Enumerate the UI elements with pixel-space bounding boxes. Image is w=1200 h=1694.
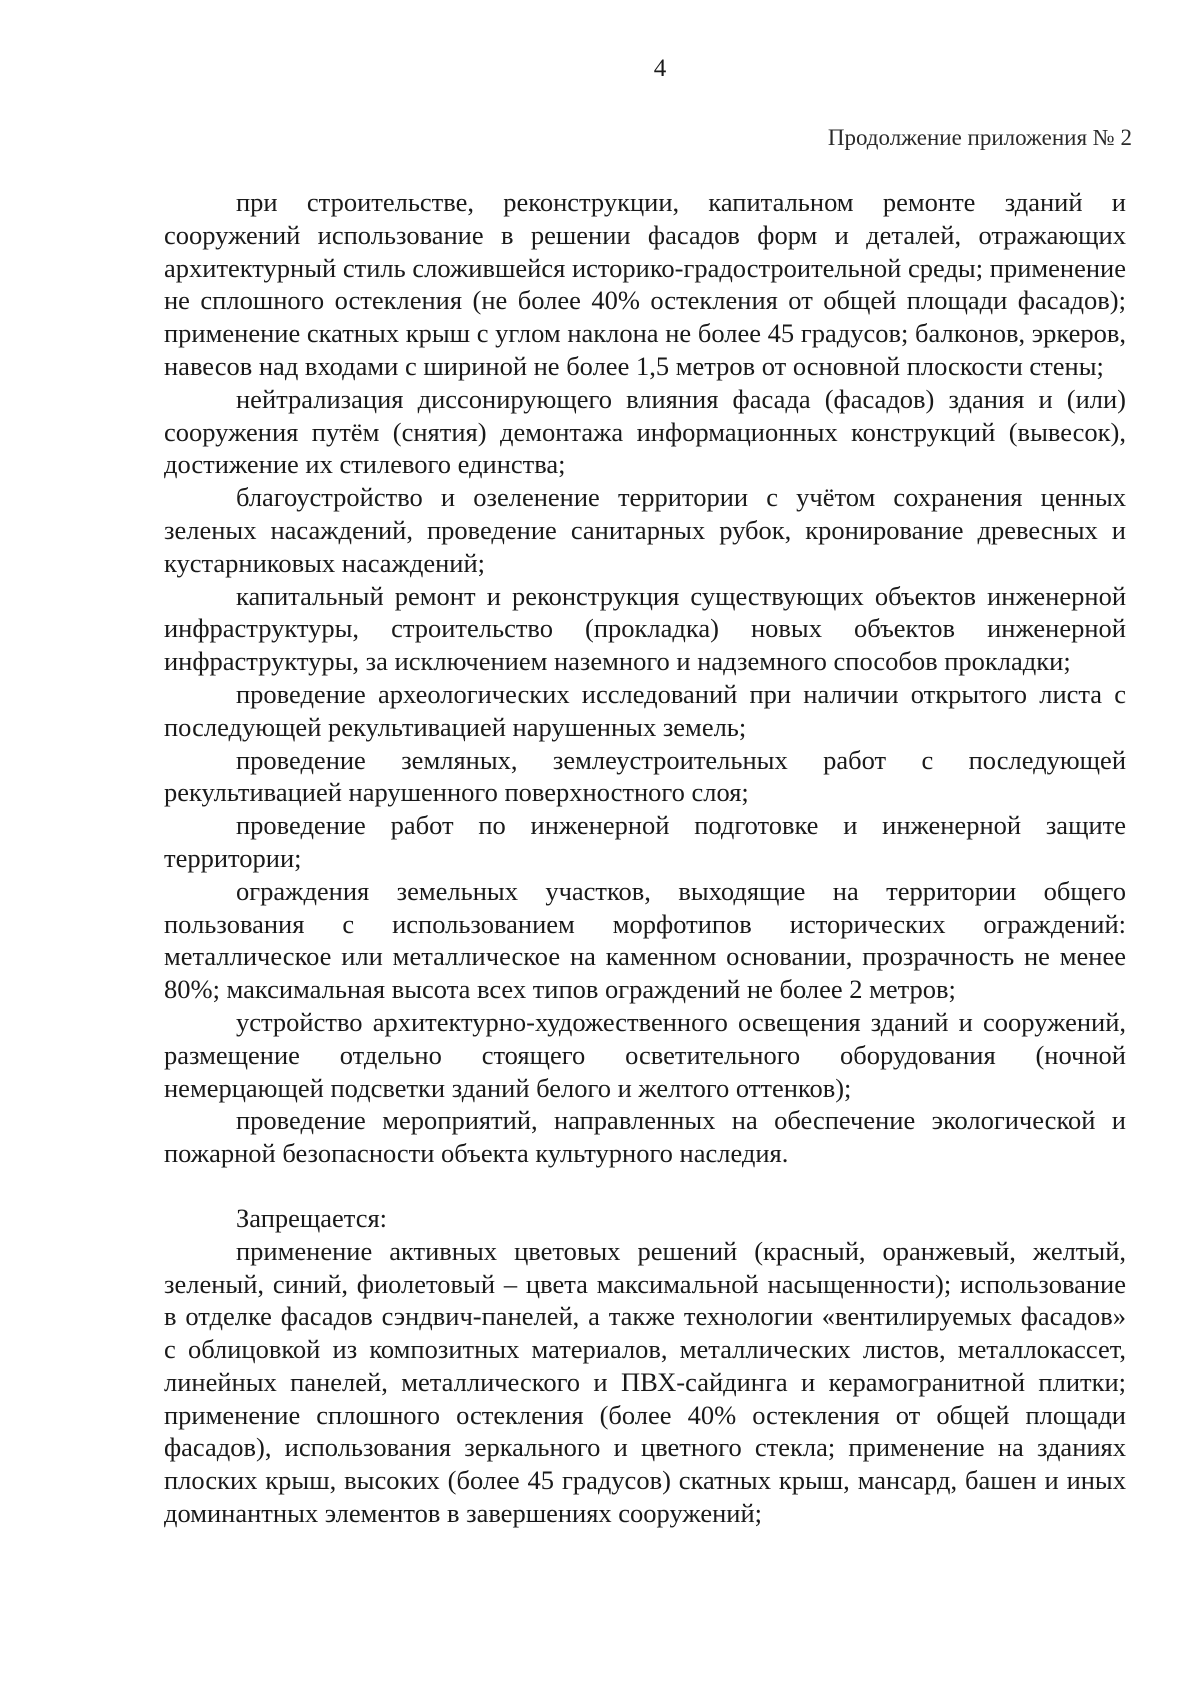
- paragraph: благоустройство и озеленение территории с учётом сохранения ценных зеленых насаждений, проведение санитарных рубок, кронирование древесных и кустарниковых насаждений;: [164, 482, 1126, 578]
- paragraph: нейтрализация диссонирующего влияния фасада (фасадов) здания и (или) сооружения путём (снятия) демонтажа информационных конструкций (вывесок), достижение их стилевого единства;: [164, 383, 1126, 480]
- appendix-continuation-label: Продолжение приложения № 2: [827, 125, 1132, 150]
- paragraph: проведение земляных, землеустроительных работ с последующей рекультивацией нарушенного поверхностного слоя;: [164, 744, 1126, 808]
- paragraph: капитальный ремонт и реконструкция существующих объектов инженерной инфраструктуры, строительство (прокладка) новых объектов инженерной инфраструктуры, за исключением наземного и надземного способов прокладки;: [164, 580, 1126, 677]
- document-body: [164, 186, 1126, 1530]
- paragraph: проведение мероприятий, направленных на обеспечение экологической и пожарной безопасности объекта культурного наследия.: [164, 1105, 1126, 1169]
- section-heading-prohibited: Запрещается:: [236, 1202, 388, 1233]
- paragraph: при строительстве, реконструкции, капитальном ремонте зданий и сооружений использование в решении фасадов форм и деталей, отражающих архитектурный стиль сложившейся историко-градостроительной среды; применение не сплошного остекления (не более 40% остекления от общей площади фасадов); применение скатных крыш с углом наклона не более 45 градусов; балконов, эркеров, навесов над входами с шириной не более 1,5 метров от основной плоскости стены;: [164, 187, 1126, 381]
- paragraph: применение активных цветовых решений (красный, оранжевый, желтый, зеленый, синий, фиолетовый – цвета максимальной насыщенности); использование в отделке фасадов сэндвич-панелей, а также технологии «вентилируемых фасадов» с облицовкой из композитных материалов, металлических листов, металлокассет, линейных панелей, металлического и ПВХ-сайдинга и керамогранитной плитки; применение сплошного остекления (более 40% остекления от общей площади фасадов), использования зеркального и цветного стекла; применение на зданиях плоских крыш, высоких (более 45 градусов) скатных крыш, мансард, башен и иных доминантных элементов в завершениях сооружений;: [164, 1235, 1126, 1529]
- paragraph: устройство архитектурно-художественного освещения зданий и сооружений, размещение отдельно стоящего осветительного оборудования (ночной немерцающей подсветки зданий белого и желтого оттенков);: [164, 1006, 1126, 1103]
- page-number: 4: [653, 55, 667, 82]
- paragraph: проведение археологических исследований при наличии открытого листа с последующей рекультивацией нарушенных земель;: [164, 678, 1126, 742]
- paragraph: проведение работ по инженерной подготовке и инженерной защите территории;: [164, 810, 1126, 873]
- paragraph: ограждения земельных участков, выходящие на территории общего пользования с использованием морфотипов исторических ограждений: металлическое или металлическое на каменном основании, прозрачность не менее 80%; максимальная высота всех типов ограждений не более 2 метров;: [164, 875, 1126, 1005]
